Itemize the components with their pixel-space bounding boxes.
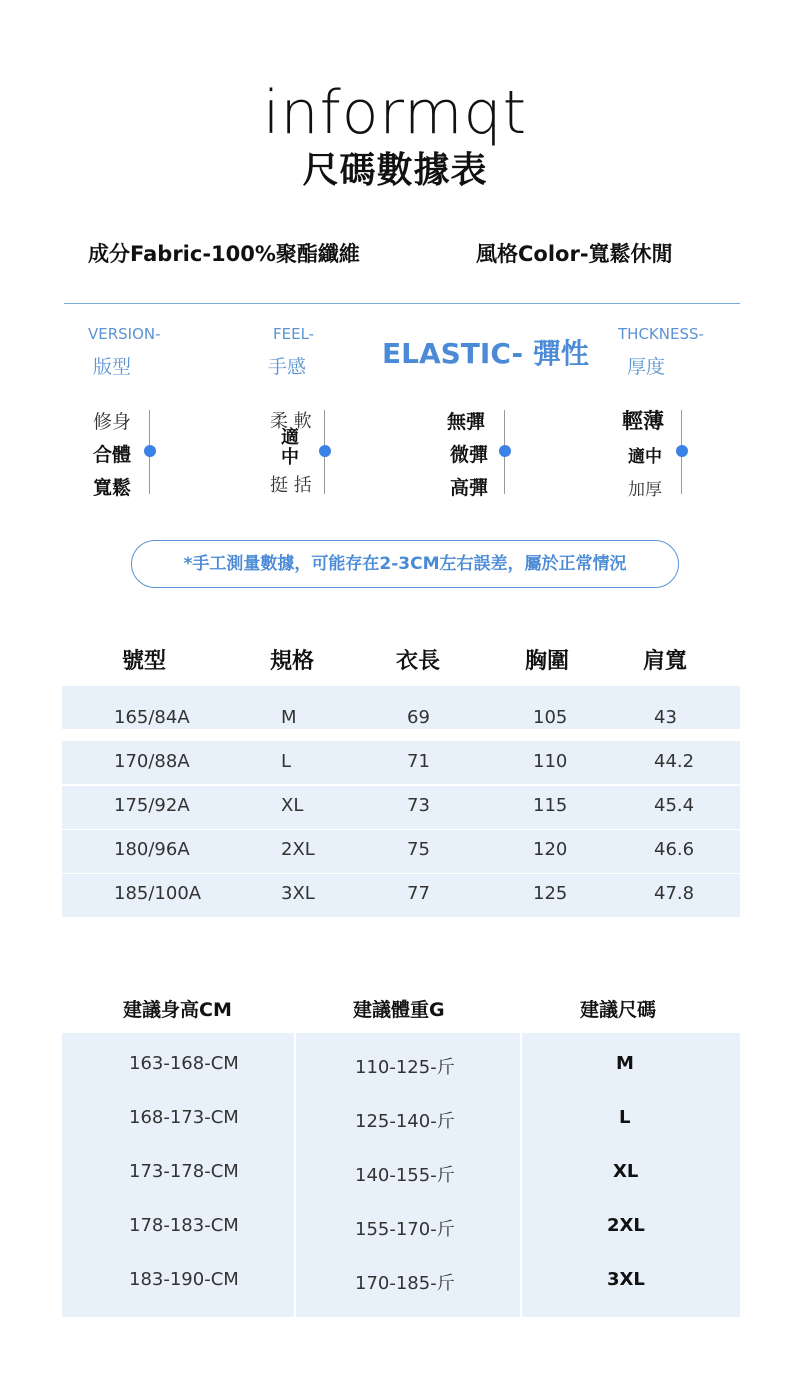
thickness-option: 加厚 — [628, 480, 662, 500]
table-cell: 170-185-斤 — [355, 1273, 455, 1294]
table-cell: 183-190-CM — [129, 1269, 239, 1290]
table-cell: 125-140-斤 — [355, 1111, 455, 1132]
scale-marker-dot — [676, 445, 688, 457]
elastic-option-selected: 微彈 — [450, 444, 489, 466]
version-option: 寬鬆 — [93, 477, 132, 499]
feel-label-zh: 手感 — [268, 356, 307, 378]
table-cell: XL — [281, 795, 304, 816]
table-cell: 110 — [533, 751, 568, 772]
recommend-table-header: 建議身高CM — [123, 999, 232, 1021]
divider — [64, 303, 740, 304]
table-cell: L — [619, 1107, 631, 1128]
table-cell: 45.4 — [654, 795, 695, 816]
table-cell: 155-170-斤 — [355, 1219, 455, 1240]
table-cell: 120 — [533, 839, 568, 860]
table-cell: 165/84A — [114, 707, 190, 728]
thickness-option-selected: 適中 — [628, 447, 662, 467]
elastic-option: 高彈 — [450, 477, 489, 499]
recommend-table-header: 建議體重G — [353, 999, 445, 1021]
table-cell: 77 — [407, 883, 430, 904]
scale-marker-dot — [319, 445, 331, 457]
size-table-header: 肩寬 — [643, 649, 688, 674]
size-table-header: 號型 — [122, 649, 167, 674]
style-info: 風格Color-寬鬆休閒 — [476, 242, 673, 266]
table-cell: 47.8 — [654, 883, 695, 904]
measurement-notice: *手工測量數據，可能存在2-3CM左右誤差，屬於正常情況 — [131, 540, 679, 588]
table-cell: 175/92A — [114, 795, 190, 816]
version-option-selected: 合體 — [93, 444, 132, 466]
table-cell: 115 — [533, 795, 568, 816]
elastic-option: 無彈 — [447, 411, 486, 433]
feel-option: 挺 括 — [270, 475, 312, 496]
elastic-label: ELASTIC- 彈性 — [382, 337, 589, 370]
feel-option-selected: 適 — [281, 427, 299, 448]
table-cell: M — [616, 1053, 634, 1074]
table-cell: M — [281, 707, 297, 728]
table-cell: 178-183-CM — [129, 1215, 239, 1236]
table-cell: 140-155-斤 — [355, 1165, 455, 1186]
table-cell: 2XL — [607, 1215, 645, 1236]
recommend-table-header: 建議尺碼 — [580, 999, 657, 1021]
table-cell: 75 — [407, 839, 430, 860]
table-cell: 163-168-CM — [129, 1053, 239, 1074]
table-cell: XL — [613, 1161, 639, 1182]
table-cell: L — [281, 751, 292, 772]
version-option: 修身 — [93, 411, 132, 433]
scale-marker-dot — [144, 445, 156, 457]
table-cell: 3XL — [607, 1269, 645, 1290]
thickness-label-en: THCKNESS- — [618, 325, 704, 343]
table-cell: 71 — [407, 751, 430, 772]
table-cell: 46.6 — [654, 839, 695, 860]
feel-option-selected: 中 — [281, 447, 299, 468]
fabric-info: 成分Fabric-100%聚酯纖維 — [88, 242, 360, 266]
table-cell: 110-125-斤 — [355, 1057, 455, 1078]
thickness-option: 輕薄 — [622, 409, 664, 433]
table-cell: 168-173-CM — [129, 1107, 239, 1128]
scale-marker-dot — [499, 445, 511, 457]
table-cell: 43 — [654, 707, 677, 728]
table-cell: 180/96A — [114, 839, 190, 860]
table-cell: 170/88A — [114, 751, 190, 772]
brand-logo: informqt — [262, 78, 528, 148]
table-cell: 105 — [533, 707, 568, 728]
version-label-en: VERSION- — [88, 325, 161, 343]
table-cell: 2XL — [281, 839, 315, 860]
table-cell: 185/100A — [114, 883, 202, 904]
feel-option: 柔 軟 — [270, 411, 312, 432]
table-cell: 69 — [407, 707, 430, 728]
table-cell: 3XL — [281, 883, 315, 904]
table-cell: 173-178-CM — [129, 1161, 239, 1182]
page-title: 尺碼數據表 — [302, 150, 488, 191]
version-label-zh: 版型 — [93, 356, 132, 378]
size-table-header: 胸圍 — [525, 649, 570, 674]
table-cell: 125 — [533, 883, 568, 904]
table-cell: 73 — [407, 795, 430, 816]
size-table-header: 規格 — [270, 649, 315, 674]
feel-label-en: FEEL- — [273, 325, 315, 343]
thickness-label-zh: 厚度 — [627, 356, 666, 378]
table-cell: 44.2 — [654, 751, 695, 772]
size-table-header: 衣長 — [396, 649, 441, 674]
